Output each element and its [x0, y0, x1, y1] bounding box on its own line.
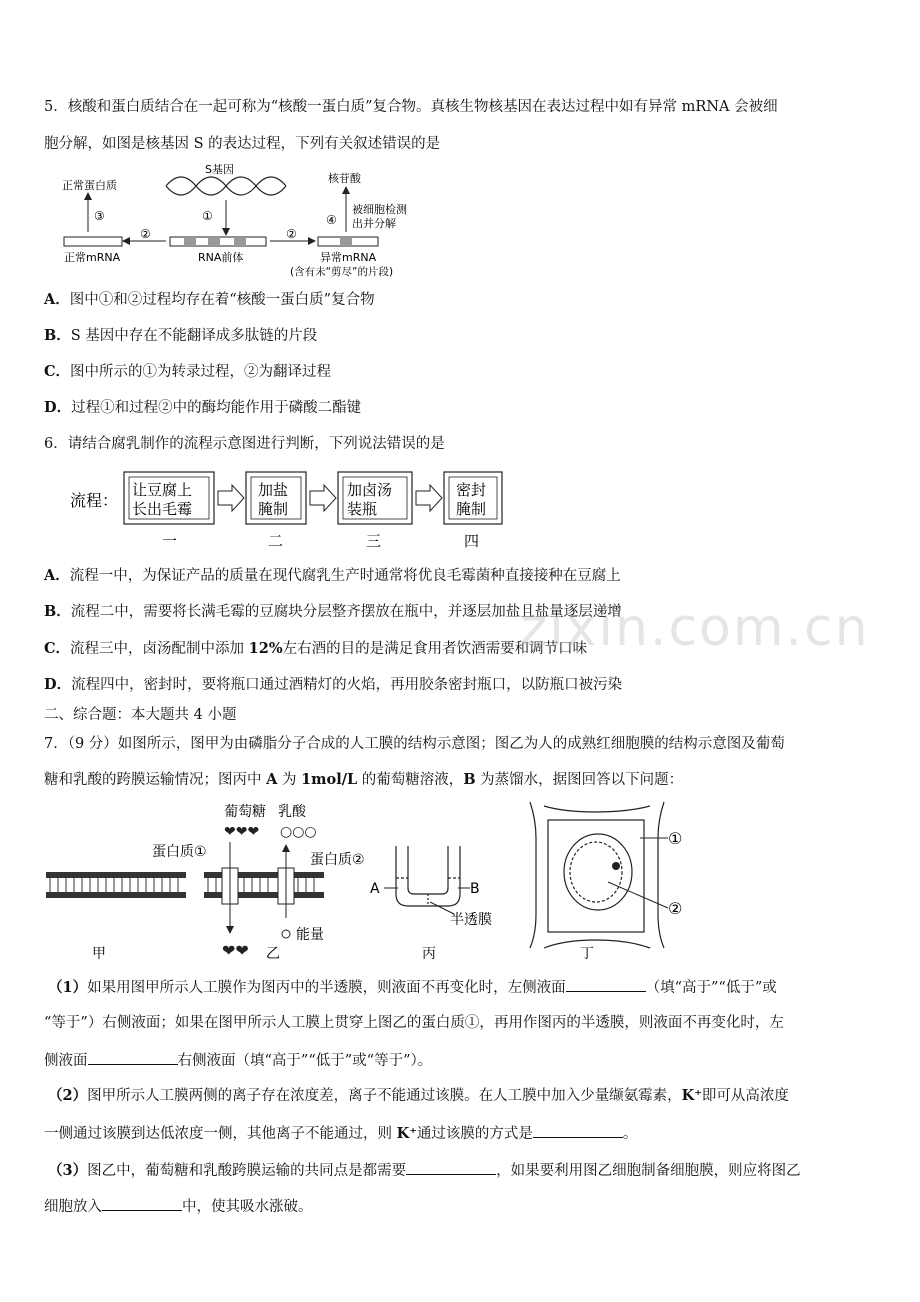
box1-line2: 长出毛霉: [132, 500, 193, 518]
q6-option-b[interactable]: B．流程二中，需要将长满毛霉的豆腐块分层整齐摆放在瓶中，并逐层加盐且盐量逐层递增: [44, 603, 622, 620]
step1-label: ①: [202, 209, 213, 223]
q7-part1-line2: “等于”）右侧液面；如果在图甲所示人工膜上贯穿上图乙的蛋白质①，再用作图丙的半透膜，则液面不再变化时，左: [44, 1015, 784, 1031]
circle-icon-top: ○○○: [280, 824, 317, 840]
glucose-label: 葡萄糖: [224, 804, 266, 820]
q7-part1-line1: （1）如果用图甲所示人工膜作为图丙中的半透膜，则液面不再变化时，左侧液面 （填“高于”“低于”或: [48, 976, 888, 998]
heart-icon-bottom: ❤❤: [222, 941, 249, 960]
heart-icon-top: ❤❤❤: [224, 824, 260, 840]
q5-option-d[interactable]: D．过程①和过程②中的酶均能作用于磷酸二酯键: [44, 399, 362, 416]
step-one: 一: [162, 532, 178, 550]
q5-option-c[interactable]: C．图中所示的①为转录过程，②为翻译过程: [44, 363, 332, 380]
fig-bing-label: 丙: [422, 946, 436, 962]
box3-line2: 装瓶: [347, 500, 378, 518]
protein2-label: 蛋白质②: [310, 852, 365, 868]
semipermeable-label: 半透膜: [450, 912, 492, 928]
q5-option-a[interactable]: A．图中①和②过程均存在着“核酸一蛋白质”复合物: [44, 291, 375, 308]
answer-blank-5[interactable]: [102, 1195, 182, 1211]
q7-part2-line2: 一侧通过该膜到达低浓度一侧，其他离子不能通过，则 K⁺通过该膜的方式是 。: [44, 1122, 884, 1144]
flow-label: 流程：: [70, 491, 119, 510]
artificial-membrane: [46, 872, 186, 898]
box2-line2: 腌制: [258, 500, 289, 518]
box2-line1: 加盐: [258, 481, 289, 499]
protein1-label: 蛋白质①: [152, 844, 207, 860]
q7-part1-line3: 侧液面 右侧液面（填“高于”“低于”或“等于”）。: [44, 1049, 884, 1071]
box4-line1: 密封: [456, 481, 487, 499]
q6-option-c[interactable]: C．流程三中，卤汤配制中添加 12%左右酒的目的是满足食用者饮酒需要和调节口味: [44, 640, 588, 657]
step-three: 三: [366, 532, 382, 550]
q7-stem-line1: 7．（9 分）如图所示，图甲为由磷脂分子合成的人工膜的结构示意图；图乙为人的成熟红细胞膜的结构示意图及葡萄: [44, 736, 785, 752]
q6-option-d[interactable]: D．流程四中，密封时，要将瓶口通过酒精灯的火焰，再用胶条密封瓶口，以防瓶口被污染: [44, 676, 623, 693]
detect-line1: 被细胞检测: [352, 203, 407, 216]
fig-jia-label: 甲: [92, 946, 106, 962]
step2-right-label: ②: [286, 227, 297, 241]
a-side-label: A: [370, 881, 380, 897]
answer-blank-3[interactable]: [533, 1122, 623, 1138]
detect-line2: 出并分解: [352, 217, 396, 230]
lactic-acid-label: 乳酸: [278, 804, 306, 820]
answer-blank-4[interactable]: [406, 1159, 496, 1175]
step2-left-label: ②: [140, 227, 151, 241]
nucleotide-label: 核苷酸: [328, 172, 361, 185]
q5-stem-line1: 5．核酸和蛋白质结合在一起可称为“核酸一蛋白质”复合物。真核生物核基因在表达过程中如有异常 mRNA 会被细: [44, 99, 778, 115]
label-circle-1: ①: [668, 829, 683, 848]
watermark: zixin.com.cn: [520, 598, 870, 658]
energy-label: 能量: [296, 927, 324, 943]
q7-part3-line2: 细胞放入 中，使其吸水涨破。: [44, 1195, 884, 1217]
s-gene-label: S基因: [205, 163, 234, 176]
q6-option-a[interactable]: A．流程一中，为保证产品的质量在现代腐乳生产时通常将优良毛霉菌种直接接种在豆腐上: [44, 567, 621, 584]
u-tube: [396, 846, 460, 906]
normal-mrna-label: 正常mRNA: [64, 251, 121, 264]
answer-blank-1[interactable]: [566, 976, 646, 992]
plant-cell: [530, 802, 664, 948]
normal-protein-label: 正常蛋白质: [62, 179, 117, 192]
box3-line1: 加卤汤: [347, 481, 393, 499]
fig-yi-label: 乙: [266, 946, 280, 962]
box1-line1: 让豆腐上: [132, 481, 193, 499]
q6-flow-figure: [66, 468, 506, 552]
answer-blank-2[interactable]: [88, 1049, 178, 1065]
q7-membrane-figure: [44, 798, 704, 968]
b-side-label: B: [470, 881, 480, 897]
abnormal-mrna-note: (含有未“剪尽”的片段): [290, 266, 394, 278]
step-four: 四: [464, 532, 480, 550]
step4-label: ④: [326, 213, 337, 227]
step3-label: ③: [94, 209, 105, 223]
fig-ding-label: 丁: [580, 946, 594, 962]
q5-expression-figure: [58, 160, 407, 280]
label-circle-2: ②: [668, 899, 683, 918]
abnormal-mrna-label: 异常mRNA: [320, 251, 377, 264]
q5-stem-line2: 胞分解，如图是核基因 S 的表达过程，下列有关叙述错误的是: [44, 136, 441, 152]
box4-line2: 腌制: [456, 500, 487, 518]
q7-part3-line1: （3）图乙中，葡萄糖和乳酸跨膜运输的共同点是都需要 ，如果要利用图乙细胞制备细胞膜，则应将图乙: [48, 1159, 888, 1181]
q6-stem: 6．请结合腐乳制作的流程示意图进行判断，下列说法错误的是: [44, 436, 445, 452]
rna-precursor-label: RNA前体: [198, 251, 244, 264]
section-2-heading: 二、综合题：本大题共 4 小题: [44, 707, 237, 723]
q5-option-b[interactable]: B．S 基因中存在不能翻译成多肽链的片段: [44, 327, 318, 344]
q7-stem-line2: 糖和乳酸的跨膜运输情况；图丙中 A 为 1mol/L 的葡萄糖溶液，B 为蒸馏水，据图回答以下问题：: [44, 771, 684, 788]
step-two: 二: [268, 532, 284, 550]
q7-part2-line1: （2）图甲所示人工膜两侧的离子存在浓度差，离子不能通过该膜。在人工膜中加入少量缬氨霉素，K⁺即可从高浓度: [48, 1087, 789, 1104]
